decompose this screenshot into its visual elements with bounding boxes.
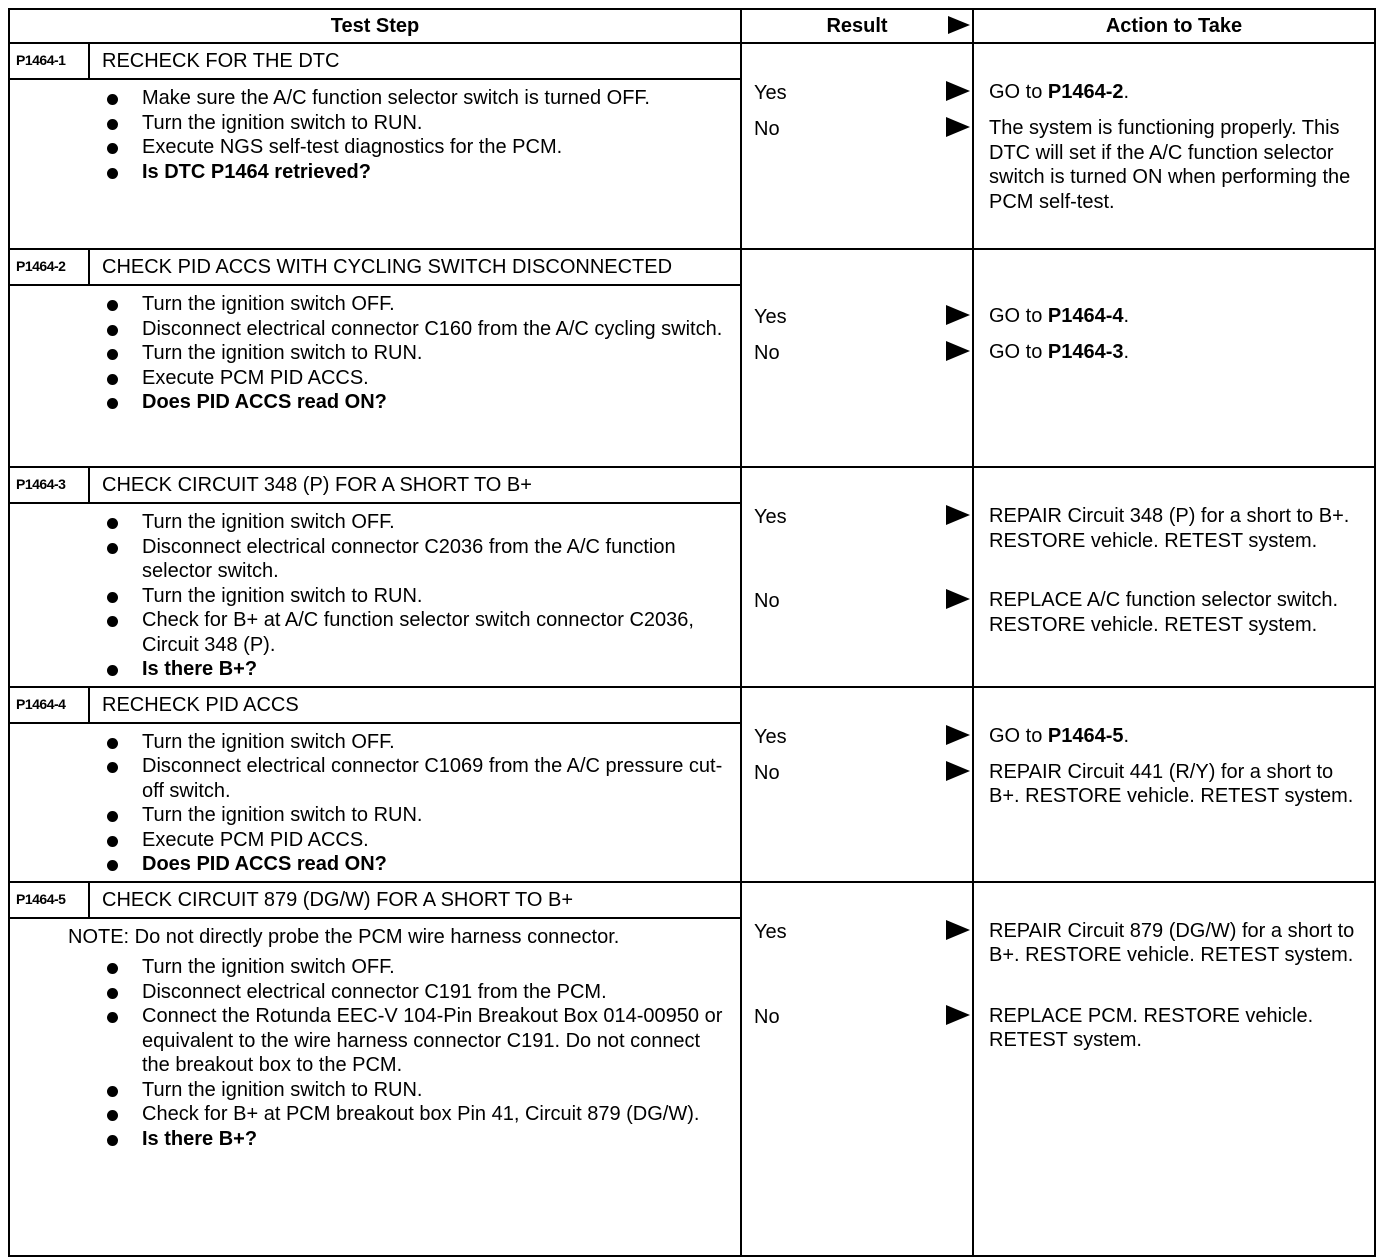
action-text: REPAIR Circuit 879 (DG/W) for a short to B+. RESTORE vehicle. RETEST system. (989, 919, 1355, 966)
action-cell (973, 882, 1375, 1256)
test-step-cell (9, 687, 741, 882)
step-bullet: Execute PCM PID ACCS. (105, 828, 730, 853)
step-title: CHECK PID ACCS WITH CYCLING SWITCH DISCONNECTED (102, 256, 673, 278)
step-bullet: Turn the ignition switch OFF. (105, 510, 730, 535)
step-bullet: Disconnect electrical connector C191 from the PCM. (105, 980, 730, 1005)
step-id: P1464-3 (10, 468, 90, 502)
step-row (9, 43, 1375, 249)
step-header (10, 250, 740, 286)
arrow-icon (946, 505, 970, 525)
step-bullet: Does PID ACCS read ON? (105, 852, 730, 877)
result-label: No (754, 118, 780, 140)
test-step-cell (9, 43, 741, 249)
action-text: GO to P1464-3. (989, 341, 1130, 363)
step-bullets (105, 292, 730, 415)
step-row (9, 687, 1375, 882)
step-body (10, 919, 740, 1156)
test-step-cell (9, 882, 741, 1256)
arrow-icon (946, 725, 970, 745)
action-text: REPLACE PCM. RESTORE vehicle. RETEST system. (989, 1004, 1314, 1051)
arrow-icon (946, 589, 970, 609)
step-bullet: Turn the ignition switch OFF. (105, 292, 730, 317)
step-body (10, 80, 740, 188)
step-bullet: Turn the ignition switch to RUN. (105, 584, 730, 609)
step-header (10, 883, 740, 919)
action-text: REPAIR Circuit 441 (R/Y) for a short to B+. RESTORE vehicle. RETEST system. (989, 760, 1354, 807)
arrow-icon (946, 117, 970, 137)
step-bullet: Disconnect electrical connector C2036 from the A/C function selector switch. (105, 535, 730, 584)
arrow-icon (946, 1005, 970, 1025)
step-row (9, 467, 1375, 687)
step-title: RECHECK PID ACCS (102, 693, 299, 716)
result-cell (741, 882, 973, 1256)
step-bullets (105, 955, 730, 1151)
step-note: NOTE: Do not directly probe the PCM wire harness connector. (68, 925, 620, 948)
header-action: Action to Take (973, 9, 1375, 43)
action-text: The system is functioning properly. This DTC will set if the A/C function selector switch is turned ON when performing the PCM self-test. (989, 117, 1351, 213)
arrow-icon (948, 16, 970, 34)
result-label: No (754, 761, 780, 784)
step-bullet: Check for B+ at A/C function selector switch connector C2036, Circuit 348 (P). (105, 608, 730, 657)
step-header (10, 688, 740, 724)
step-bullet: Turn the ignition switch OFF. (105, 730, 730, 755)
test-step-cell (9, 467, 741, 687)
action-text: REPLACE A/C function selector switch. RESTORE vehicle. RETEST system. (989, 589, 1339, 636)
step-bullet: Check for B+ at PCM breakout box Pin 41, Circuit 879 (DG/W). (105, 1102, 730, 1127)
step-bullet: Is there B+? (105, 1127, 730, 1152)
result-label: Yes (754, 506, 787, 528)
result-label: No (754, 1005, 780, 1028)
step-id: P1464-4 (10, 688, 90, 722)
action-cell (973, 249, 1375, 467)
step-id: P1464-2 (10, 250, 90, 284)
step-bullet: Does PID ACCS read ON? (105, 390, 730, 415)
step-bullet: Make sure the A/C function selector switch is turned OFF. (105, 86, 730, 111)
result-cell (741, 249, 973, 467)
action-cell (973, 43, 1375, 249)
action-cell (973, 687, 1375, 882)
arrow-icon (946, 920, 970, 940)
step-bullet: Turn the ignition switch to RUN. (105, 1078, 730, 1103)
action-text: GO to P1464-2. (989, 81, 1130, 103)
step-bullet: Is there B+? (105, 657, 730, 682)
result-label: Yes (754, 920, 787, 943)
step-bullets (105, 730, 730, 877)
step-id: P1464-1 (10, 44, 90, 78)
step-id: P1464-5 (10, 883, 90, 917)
step-bullet: Execute PCM PID ACCS. (105, 366, 730, 391)
step-bullet: Turn the ignition switch to RUN. (105, 803, 730, 828)
step-bullet: Turn the ignition switch OFF. (105, 955, 730, 980)
result-label: No (754, 590, 780, 612)
result-cell (741, 467, 973, 687)
header-row (9, 9, 1375, 43)
result-label: Yes (754, 306, 787, 328)
step-row (9, 882, 1375, 1256)
step-body (10, 724, 740, 881)
step-bullet: Disconnect electrical connector C160 from the A/C cycling switch. (105, 317, 730, 342)
step-bullet: Connect the Rotunda EEC-V 104-Pin Breakout Box 014-00950 or equivalent to the wire harness connector C191. Do not connect the breakout box to the PCM. (105, 1004, 730, 1078)
action-cell (973, 467, 1375, 687)
action-text: REPAIR Circuit 348 (P) for a short to B+. RESTORE vehicle. RETEST system. (989, 505, 1350, 552)
step-title: CHECK CIRCUIT 879 (DG/W) FOR A SHORT TO B+ (102, 888, 574, 911)
arrow-icon (946, 305, 970, 325)
diagnostic-table (8, 8, 1376, 1257)
test-step-cell (9, 249, 741, 467)
result-label: No (754, 342, 780, 364)
step-bullets (105, 510, 730, 682)
arrow-icon (946, 81, 970, 101)
result-label: Yes (754, 725, 787, 748)
step-bullets (105, 86, 730, 184)
header-test-step: Test Step (9, 9, 741, 43)
arrow-icon (946, 761, 970, 781)
result-label: Yes (754, 82, 787, 104)
step-title: RECHECK FOR THE DTC (102, 50, 340, 72)
step-header (10, 468, 740, 504)
step-bullet: Execute NGS self-test diagnostics for the PCM. (105, 135, 730, 160)
header-result: Result (741, 9, 973, 43)
step-bullet: Turn the ignition switch to RUN. (105, 341, 730, 366)
step-title: CHECK CIRCUIT 348 (P) FOR A SHORT TO B+ (102, 474, 532, 496)
step-bullet: Is DTC P1464 retrieved? (105, 160, 730, 185)
step-header (10, 44, 740, 80)
step-body (10, 286, 740, 419)
result-cell (741, 43, 973, 249)
step-row (9, 249, 1375, 467)
step-bullet: Disconnect electrical connector C1069 from the A/C pressure cut-off switch. (105, 754, 730, 803)
arrow-icon (946, 341, 970, 361)
result-cell (741, 687, 973, 882)
step-body (10, 504, 740, 686)
action-text: GO to P1464-4. (989, 305, 1130, 327)
action-text: GO to P1464-5. (989, 724, 1130, 747)
step-bullet: Turn the ignition switch to RUN. (105, 111, 730, 136)
